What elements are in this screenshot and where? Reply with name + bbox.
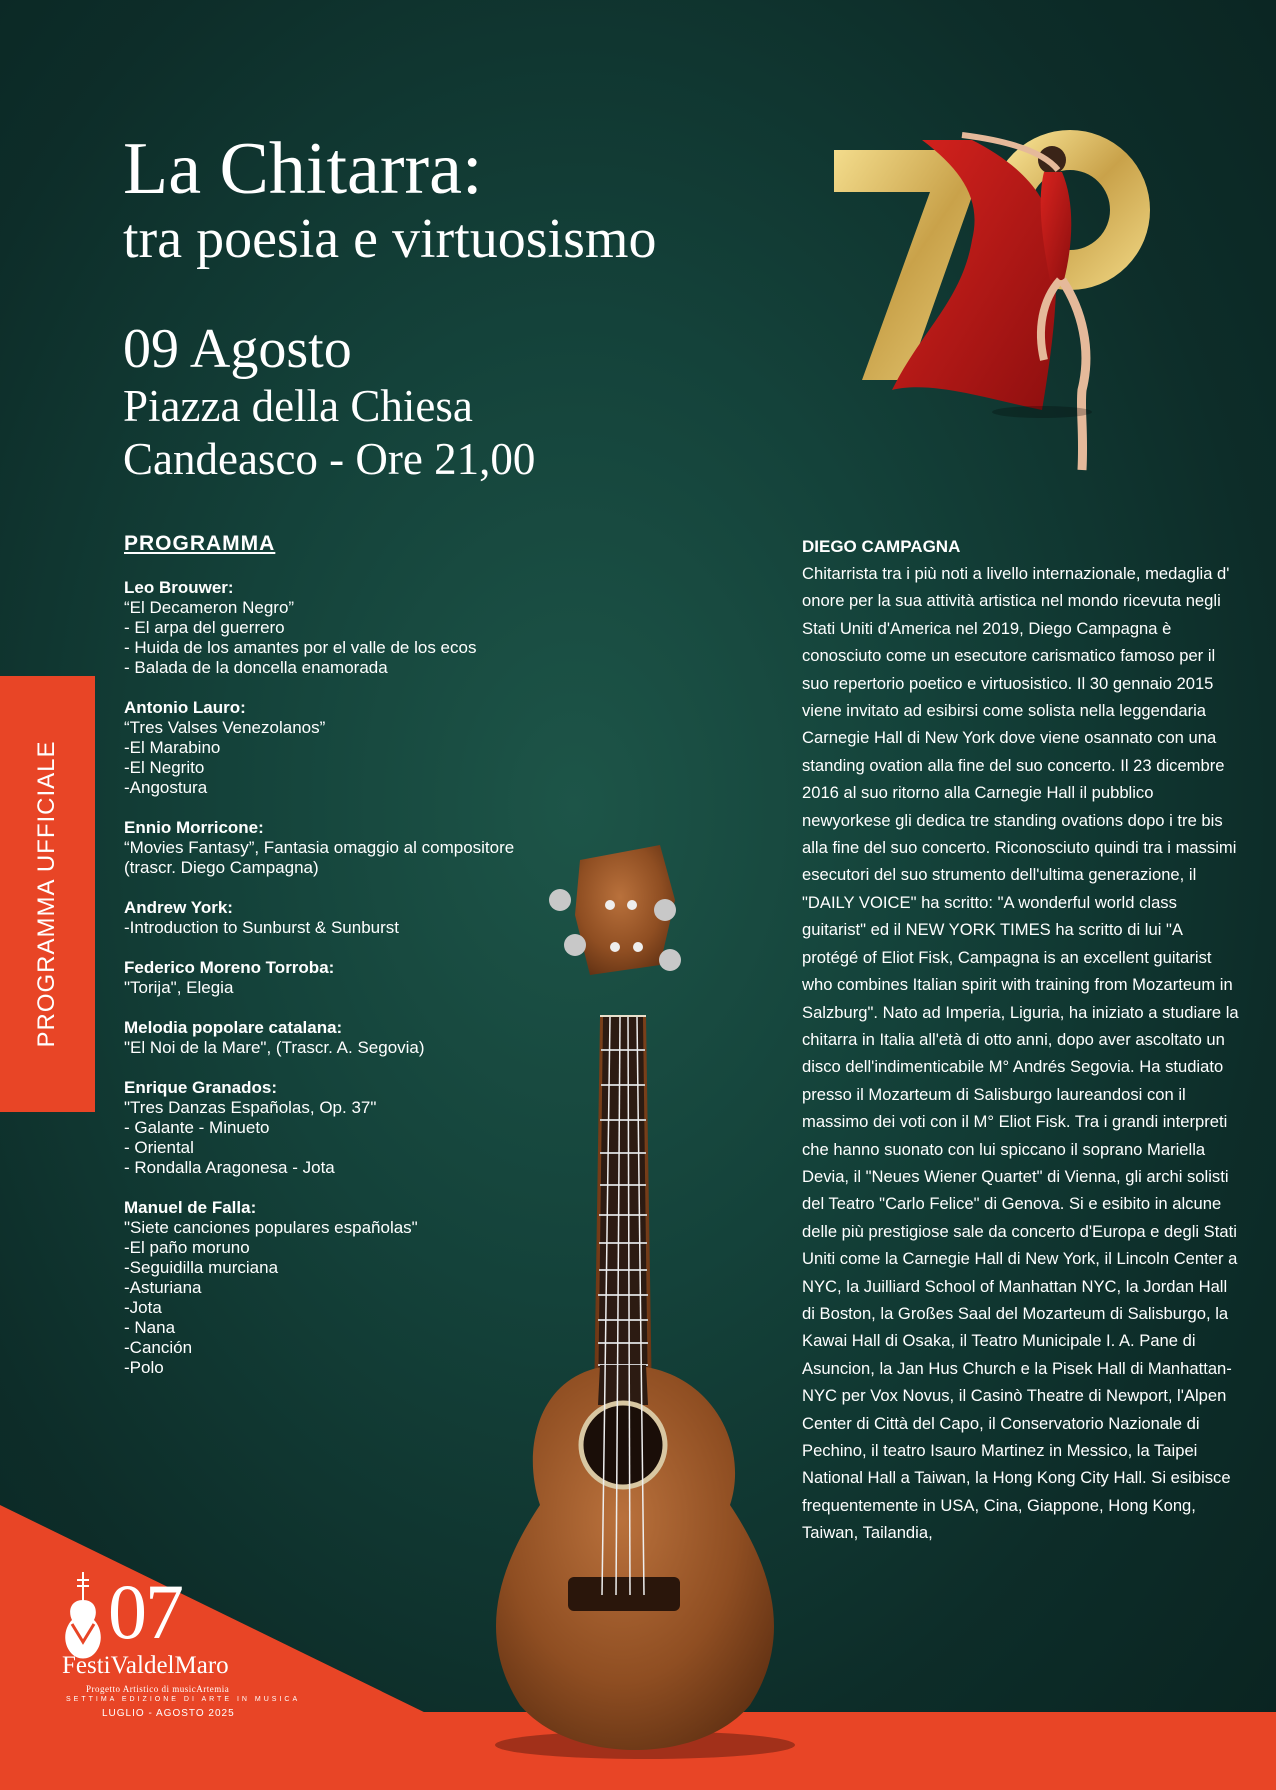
piece-title-line: -Introduction to Sunburst & Sunburst [124, 918, 399, 937]
festival-dates: LUGLIO - AGOSTO 2025 [102, 1708, 235, 1719]
program-piece [124, 698, 584, 798]
piece-title-line: "El Noi de la Mare", (Trascr. A. Segovia) [124, 1038, 425, 1057]
piece-title-line: -Polo [124, 1358, 164, 1377]
piece-title-line: -Asturiana [124, 1278, 202, 1297]
dancer-70-emblem-icon [812, 130, 1172, 490]
piece-title-line: - Rondalla Aragonesa - Jota [124, 1158, 335, 1177]
cello-icon [58, 1572, 108, 1660]
composer-name: Enrique Granados: [124, 1078, 278, 1097]
festival-tagline: Progetto Artistico di musicArtemia [86, 1684, 230, 1694]
piece-title-line: “El Decameron Negro” [124, 598, 295, 617]
piece-title-line: - El arpa del guerrero [124, 618, 285, 637]
piece-title-line: - Galante - Minueto [124, 1118, 270, 1137]
event-venue: Piazza della Chiesa [123, 381, 473, 431]
artist-name: DIEGO CAMPAGNA [802, 537, 961, 556]
side-tab-label: PROGRAMMA UFFICIALE [33, 740, 60, 1048]
piece-title-line: - Balada de la doncella enamorada [124, 658, 388, 677]
piece-title-line: "Siete canciones populares españolas" [124, 1218, 418, 1237]
piece-title-line: -El Marabino [124, 738, 221, 757]
program-piece [124, 578, 584, 678]
piece-title-line: - Nana [124, 1318, 176, 1337]
artist-bio-text: Chitarrista tra i più noti a livello internazionale, medaglia d' onore per la sua attività artistica nel mondo ricevuta negli Stati Uniti d'America nel 2019, Diego Campagna è conosciuto come un esecutore carismatico famoso per il suo repertorio poetico e virtuosistico. Il 30 gennaio 2015 viene invitato ad esibirsi come solista nella leggendaria Carnegie Hall di New York dove viene osannato con una standing ovation alla fine del suo concerto. Il 23 dicembre 2016 al suo ritorno alla Carnegie Hall il pubblico newyorkese gli dedica tre standing ovations dopo i tre bis alla fine del suo concerto. Riconosciuto quindi tra i massimi esecutori del suo strumento dell'ultima generazione, il "DAILY VOICE" ha scritto: "A wonderful world class guitarist" ed il NEW YORK TIMES ha scritto di lui "A protégé of Eliot Fisk, Campagna is an excellent guitarist who combines Italian spirit with training from Mozarteum in Salzburg". Nato ad Imperia, Liguria, ha iniziato a studiare la chitarra in Italia all'età di otto anni, dopo aver ascoltato un disco dell'indimenticabile M° Andrés Segovia. Ha studiato presso il Mozarteum di Salisburgo laureandosi con il massimo dei voti con il M° Eliot Fisk. Tra i grandi interpreti che hanno suonato con lui spiccano il soprano Mariella Devia, il "Neues Wiener Quartet" di Vienna, gli archi solisti del Teatro "Carlo Felice" di Genova. Si e esibito in alcune delle più prestigiose sale da concerto d'Europa e degli Stati Uniti come la Carnegie Hall di New York, il Lincoln Center a NYC, la Juilliard School of Manhattan NYC, la Jordan Hall di Boston, la Großes Saal del Mozarteum di Salisburgo, la Kawai Hall di Osaka, il Teatro Municipale I. A. Pane di Asuncion, la Jan Hus Church e la Pisek Hall di Manhattan-NYC per Vox Novus, il Casinò Theatre di Newport, l'Alpen Center di Città del Capo, il Conservatorio Nazionale di Pechino, il teatro Isauro Martinez in Messico, la Taipei National Hall a Taiwan, la Hong Kong City Hall. Si esibisce frequentemente in USA, Cina, Giappone, Hong Kong, Taiwan, Tailandia, [802, 564, 1239, 1543]
piece-title-line: -Canción [124, 1338, 193, 1357]
piece-title-line: - Oriental [124, 1138, 194, 1157]
composer-name: Antonio Lauro: [124, 698, 246, 717]
event-date: 09 Agosto [123, 318, 352, 380]
title-block [123, 130, 743, 270]
page-subtitle: tra poesia e virtuosismo [123, 208, 657, 270]
page-title: La Chitarra: [123, 128, 483, 210]
piece-title-line: -El paño moruno [124, 1238, 250, 1257]
side-tab [0, 676, 95, 1112]
festival-name: FestiValdelMaro [62, 1652, 229, 1679]
festival-logo [58, 1568, 301, 1742]
composer-name: Melodia popolare catalana: [124, 1018, 343, 1037]
piece-title-line: -Angostura [124, 778, 208, 797]
piece-title-line: “Movies Fantasy”, Fantasia omaggio al compositore [124, 838, 515, 857]
composer-name: Manuel de Falla: [124, 1198, 257, 1217]
piece-title-line: (trascr. Diego Campagna) [124, 858, 319, 877]
piece-title-line: “Tres Valses Venezolanos” [124, 718, 326, 737]
composer-name: Leo Brouwer: [124, 578, 234, 597]
event-info [123, 318, 743, 486]
event-place-time: Candeasco - Ore 21,00 [123, 434, 536, 484]
festival-edition-number: 07 [108, 1568, 182, 1655]
piece-title-line: -Jota [124, 1298, 162, 1317]
piece-title-line: - Huida de los amantes por el valle de los ecos [124, 638, 477, 657]
piece-title-line: "Tres Danzas Españolas, Op. 37" [124, 1098, 377, 1117]
composer-name: Ennio Morricone: [124, 818, 264, 837]
composer-name: Federico Moreno Torroba: [124, 958, 335, 977]
ukulele-icon [460, 845, 810, 1765]
piece-title-line: "Torija", Elegia [124, 978, 234, 997]
piece-title-line: -Seguidilla murciana [124, 1258, 279, 1277]
festival-edition-text: SETTIMA EDIZIONE DI ARTE IN MUSICA [66, 1696, 301, 1703]
artist-bio [802, 534, 1242, 1547]
program-heading: PROGRAMMA [124, 532, 276, 555]
composer-name: Andrew York: [124, 898, 233, 917]
piece-title-line: -El Negrito [124, 758, 205, 777]
